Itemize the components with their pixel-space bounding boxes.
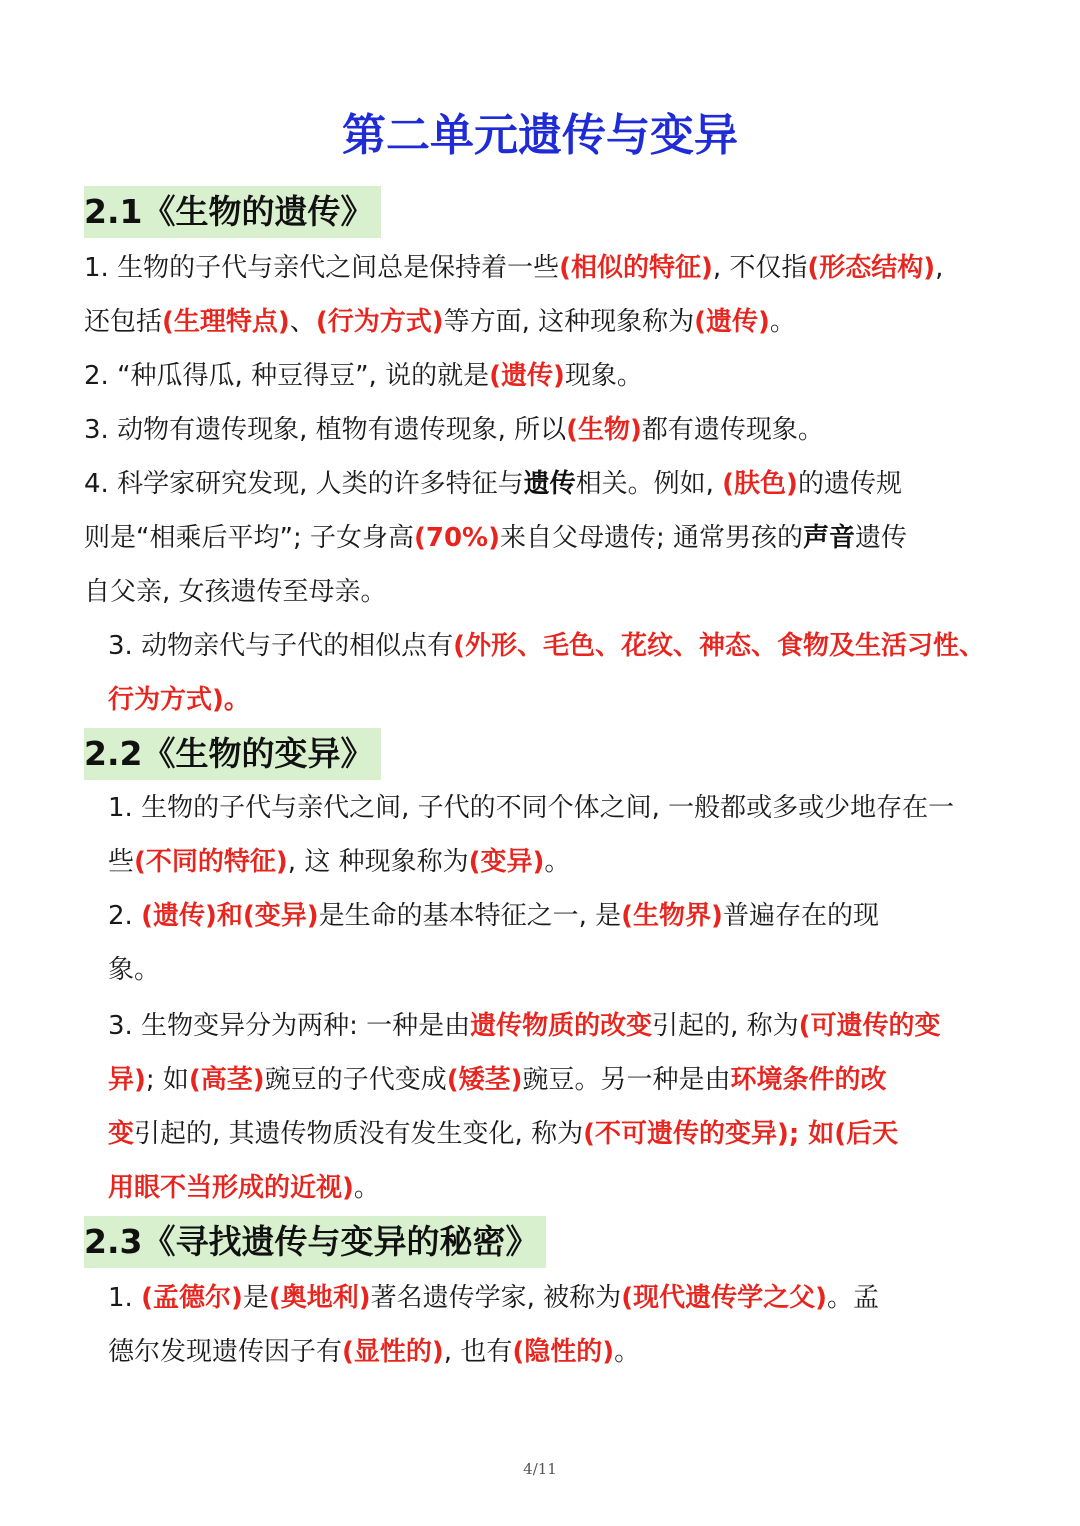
section-heading-2-1: 2.1《生物的遗传》 — [84, 186, 381, 238]
section-heading-2-2: 2.2《生物的变异》 — [84, 728, 381, 780]
text-line: 3. 动物亲代与子代的相似点有(外形、毛色、花纹、神态、食物及生活习性、 — [108, 631, 985, 661]
text-line: 则是“相乘后平均”; 子女身高(70%)来自父母遗传; 通常男孩的声音遗传 — [84, 523, 908, 553]
text-line: 德尔发现遗传因子有(显性的), 也有(隐性的)。 — [108, 1337, 641, 1367]
text-line: 自父亲, 女孩遗传至母亲。 — [84, 577, 387, 607]
text-line: 行为方式)。 — [108, 685, 250, 715]
text-line: 还包括(生理特点)、(行为方式)等方面, 这种现象称为(遗传)。 — [84, 307, 796, 337]
text-line: 异); 如(高茎)豌豆的子代变成(矮茎)豌豆。另一种是由环境条件的改 — [108, 1065, 887, 1095]
text-line: 1. 生物的子代与亲代之间, 子代的不同个体之间, 一般都或多或少地存在一 — [108, 793, 955, 823]
text-line: 1. (孟德尔)是(奥地利)著名遗传学家, 被称为(现代遗传学之父)。孟 — [108, 1283, 879, 1313]
text-line: 3. 动物有遗传现象, 植物有遗传现象, 所以(生物)都有遗传现象。 — [84, 415, 824, 445]
section-heading-2-3: 2.3《寻找遗传与变异的秘密》 — [84, 1216, 546, 1268]
text-line: 3. 生物变异分为两种: 一种是由遗传物质的改变引起的, 称为(可遗传的变 — [108, 1011, 941, 1041]
text-line: 4. 科学家研究发现, 人类的许多特征与遗传相关。例如, (肤色)的遗传规 — [84, 469, 902, 499]
text-line: 象。 — [108, 955, 161, 985]
text-line: 2. (遗传)和(变异)是生命的基本特征之一, 是(生物界)普遍存在的现 — [108, 901, 879, 931]
page-title: 第二单元遗传与变异 — [342, 110, 738, 161]
text-line: 2. “种瓜得瓜, 种豆得豆”, 说的就是(遗传)现象。 — [84, 361, 643, 391]
text-line: 用眼不当形成的近视)。 — [108, 1173, 380, 1203]
text-line: 些(不同的特征), 这 种现象称为(变异)。 — [108, 847, 571, 877]
text-line: 变引起的, 其遗传物质没有发生变化, 称为(不可遗传的变异); 如(后天 — [108, 1119, 899, 1149]
text-line: 1. 生物的子代与亲代之间总是保持着一些(相似的特征), 不仅指(形态结构), — [84, 253, 944, 283]
page-number: 4/11 — [523, 1460, 557, 1478]
